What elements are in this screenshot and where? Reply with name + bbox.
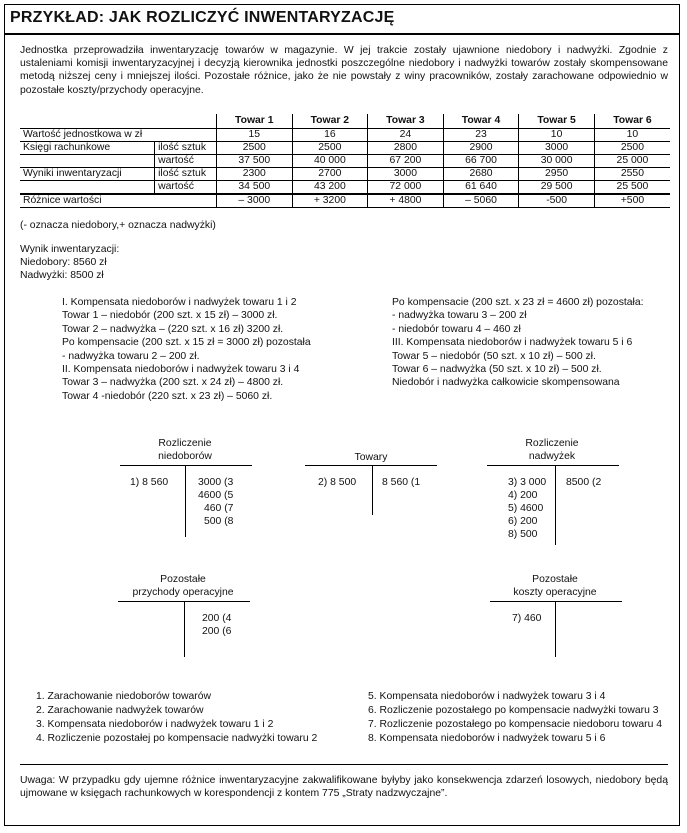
account-entry: 4600 (5: [198, 490, 234, 501]
account-entry: 200 (6: [202, 626, 232, 637]
account-entry: 8 560 (1: [382, 477, 421, 488]
table-cell: 2950: [519, 168, 595, 181]
intro-paragraph: Jednostka przeprowadziła inwentaryzację towarów w magazynie. W jej trakcie zostały ujawnione niedobory i nadwyżki. Zgodnie z ustaleniami komisji inwentaryzacyjnej i decyzją kierownika jednostki poszczególne niedobory i nadwyżki towarów zostały skompensowane metodą niższej ceny i mniejszej ilości. Pozostałe różnice, jako że nie powstały z winy pracowników, zostały zarachowane odpowiednio w pozostałe koszty/przychody operacyjne.: [20, 45, 668, 96]
account-debit: [512, 612, 541, 625]
row-sublabel: ilość sztuk: [155, 168, 217, 181]
account-entry: 6) 200: [508, 516, 538, 527]
compensation-line: Towar 4 -niedobór (220 szt. x 23 zł) – 5060 zł.: [62, 390, 273, 402]
table-header-row: [20, 114, 670, 129]
table-row: [20, 155, 670, 168]
table-row: [20, 142, 670, 155]
account-entry: 5) 4600: [508, 503, 544, 514]
account-title: Rozliczenie: [158, 438, 212, 449]
table-cell: 2300: [216, 168, 292, 181]
table-cell: 24: [368, 129, 444, 142]
account-top-line: [487, 465, 619, 466]
account-entry: 4) 200: [508, 490, 538, 501]
account-entry: 7) 460: [512, 613, 542, 624]
account-divider: [555, 465, 556, 545]
table-cell: 16: [292, 129, 368, 142]
legend-item: 6. Rozliczenie pozostałego po kompensacie nadwyżki towaru 3: [368, 705, 659, 716]
table-cell: + 3200: [292, 194, 368, 208]
table-cell: -500: [519, 194, 595, 208]
table-row: [20, 181, 670, 195]
legend-item: 5. Kompensata niedoborów i nadwyżek towaru 3 i 4: [368, 691, 606, 702]
table-cell: 2500: [594, 142, 670, 155]
account-entry: 460 (7: [204, 503, 234, 514]
account-debit: [508, 476, 546, 541]
account-entry: 500 (8: [204, 516, 234, 527]
row-sublabel: wartość: [155, 155, 217, 168]
account-title: nadwyżek: [528, 451, 576, 462]
table-cell: 2800: [368, 142, 444, 155]
compensation-line: Po kompensacie (200 szt. x 23 zł = 4600 zł) pozostała:: [392, 297, 644, 308]
account-debit: [130, 476, 168, 489]
table-row: [20, 194, 670, 208]
compensation-line: - nadwyżka towaru 2 – 200 zł.: [62, 350, 200, 362]
legend-item: 4. Rozliczenie pozostałej po kompensacie nadwyżki towaru 2: [36, 733, 318, 744]
table-cell: 3000: [519, 142, 595, 155]
account-title: Pozostałe: [160, 574, 206, 585]
table-cell: 66 700: [443, 155, 519, 168]
compensation-line: Niedobór i nadwyżka całkowicie skompensowana: [392, 377, 620, 389]
account-title: przychody operacyjne: [132, 587, 234, 598]
table-cell: 37 500: [216, 155, 292, 168]
account-entry: 2) 8 500: [318, 477, 357, 488]
account-entry: 3000 (3: [198, 477, 234, 488]
account-credit: [566, 476, 601, 489]
legend-right: [368, 690, 662, 746]
compensation-line: II. Kompensata niedoborów i nadwyżek towaru 3 i 4: [62, 364, 300, 376]
account-title: Towary: [354, 452, 388, 463]
table-header-cell: Towar 1: [216, 114, 292, 129]
row-sublabel: ilość sztuk: [155, 142, 217, 155]
account-divider: [372, 465, 373, 515]
table-cell: 2550: [594, 168, 670, 181]
legend-item: 7. Rozliczenie pozostałego po kompensacie niedoboru towaru 4: [368, 719, 663, 730]
table-cell: 2700: [292, 168, 368, 181]
account-top-line: [305, 465, 437, 466]
table-header-cell: Towar 3: [368, 114, 444, 129]
legend-item: 8. Kompensata niedoborów i nadwyżek towaru 5 i 6: [368, 733, 606, 744]
account-title: koszty operacyjne: [513, 587, 597, 598]
bottom-divider: [20, 764, 668, 765]
table-cell: 10: [594, 129, 670, 142]
legend-item: 1. Zarachowanie niedoborów towarów: [36, 691, 212, 702]
compensation-line: - niedobór towaru 4 – 460 zł: [392, 323, 521, 335]
table-header-cell: Towar 4: [443, 114, 519, 129]
inventory-table: [20, 114, 670, 208]
account-title: Rozliczenie: [525, 438, 579, 449]
row-label: Różnice wartości: [20, 194, 216, 208]
table-cell: +500: [594, 194, 670, 208]
table-cell: 29 500: [519, 181, 595, 195]
row-label: [20, 181, 155, 195]
table-row: [20, 168, 670, 181]
table-cell: 30 000: [519, 155, 595, 168]
compensation-line: - nadwyżka towaru 3 – 200 zł: [392, 310, 527, 322]
account-credit: [202, 612, 231, 638]
legend-left: [36, 690, 317, 746]
compensation-line: I. Kompensata niedoborów i nadwyżek towaru 1 i 2: [62, 297, 297, 308]
table-header-cell: Towar 6: [594, 114, 670, 129]
remark-paragraph: Uwaga: W przypadku gdy ujemne różnice inwentaryzacyjne zakwalifikowane byłyby jako konsekwencja zdarzeń losowych, niedobory będą ujmowane w księgach rachunkowych w korespondencji z kontem 775 „Straty nadzwyczajne”.: [20, 775, 668, 800]
result-surpluses: Nadwyżki: 8500 zł: [20, 270, 104, 281]
row-label: Wyniki inwentaryzacji: [20, 168, 155, 181]
compensation-line: Po kompensacie (200 szt. x 15 zł = 3000 zł) pozostała: [62, 337, 311, 349]
account-entry: 3) 3 000: [508, 477, 547, 488]
account-divider: [555, 601, 556, 657]
table-cell: 72 000: [368, 181, 444, 195]
result-shortages: Niedobory: 8560 zł: [20, 257, 107, 268]
account-entry: 8) 500: [508, 529, 538, 540]
table-cell: 25 500: [594, 181, 670, 195]
account-top-line: [490, 601, 622, 602]
row-label: Wartość jednostkowa w zł: [20, 129, 216, 142]
page-title: PRZYKŁAD: JAK ROZLICZYĆ INWENTARYZACJĘ: [10, 9, 395, 26]
legend-item: 2. Zarachowanie nadwyżek towarów: [36, 705, 204, 716]
table-cell: 25 000: [594, 155, 670, 168]
row-label: Księgi rachunkowe: [20, 142, 155, 155]
compensation-line: Towar 3 – nadwyżka (200 szt. x 24 zł) – 4800 zł.: [62, 377, 284, 389]
table-cell: 15: [216, 129, 292, 142]
table-cell: 61 640: [443, 181, 519, 195]
table-cell: – 3000: [216, 194, 292, 208]
account-top-line: [120, 465, 252, 466]
table-cell: 67 200: [368, 155, 444, 168]
result-heading: Wynik inwentaryzacji:: [20, 244, 120, 255]
compensation-line: III. Kompensata niedoborów i nadwyżek towaru 5 i 6: [392, 337, 633, 349]
account-entry: 8500 (2: [566, 477, 602, 488]
table-cell: + 4800: [368, 194, 444, 208]
table-cell: 40 000: [292, 155, 368, 168]
table-row: [20, 129, 670, 142]
account-entry: 200 (4: [202, 613, 232, 624]
account-divider: [184, 601, 185, 657]
account-divider: [185, 465, 186, 537]
inventory-result: [20, 243, 119, 282]
table-cell: – 5060: [443, 194, 519, 208]
table-cell: 23: [443, 129, 519, 142]
account-debit: [318, 476, 356, 489]
table-note: (- oznacza niedobory,+ oznacza nadwyżki): [20, 220, 216, 231]
compensation-line: Towar 2 – nadwyżka – (220 szt. x 16 zł) 3200 zł.: [62, 323, 284, 335]
account-credit: [382, 476, 420, 489]
table-header-cell: Towar 2: [292, 114, 368, 129]
account-entry: 1) 8 560: [130, 477, 169, 488]
compensation-right: [392, 296, 644, 390]
title-divider: [4, 33, 680, 35]
table-cell: 3000: [368, 168, 444, 181]
compensation-line: Towar 1 – niedobór (200 szt. x 15 zł) – 3000 zł.: [62, 310, 278, 322]
table-cell: 2500: [292, 142, 368, 155]
account-title: niedoborów: [158, 451, 212, 462]
account-title: Pozostałe: [532, 574, 578, 585]
account-credit: [198, 476, 233, 528]
compensation-left: [62, 296, 311, 403]
table-header-cell: Towar 5: [519, 114, 595, 129]
table-cell: 2680: [443, 168, 519, 181]
compensation-line: Towar 6 – nadwyżka (50 szt. x 10 zł) – 500 zł.: [392, 364, 602, 376]
table-cell: 43 200: [292, 181, 368, 195]
row-sublabel: wartość: [155, 181, 217, 195]
table-cell: 34 500: [216, 181, 292, 195]
compensation-line: Towar 5 – niedobór (50 szt. x 10 zł) – 500 zł.: [392, 350, 596, 362]
table-cell: 10: [519, 129, 595, 142]
table-cell: 2900: [443, 142, 519, 155]
table-cell: 2500: [216, 142, 292, 155]
row-label: [20, 155, 155, 168]
legend-item: 3. Kompensata niedoborów i nadwyżek towaru 1 i 2: [36, 719, 274, 730]
